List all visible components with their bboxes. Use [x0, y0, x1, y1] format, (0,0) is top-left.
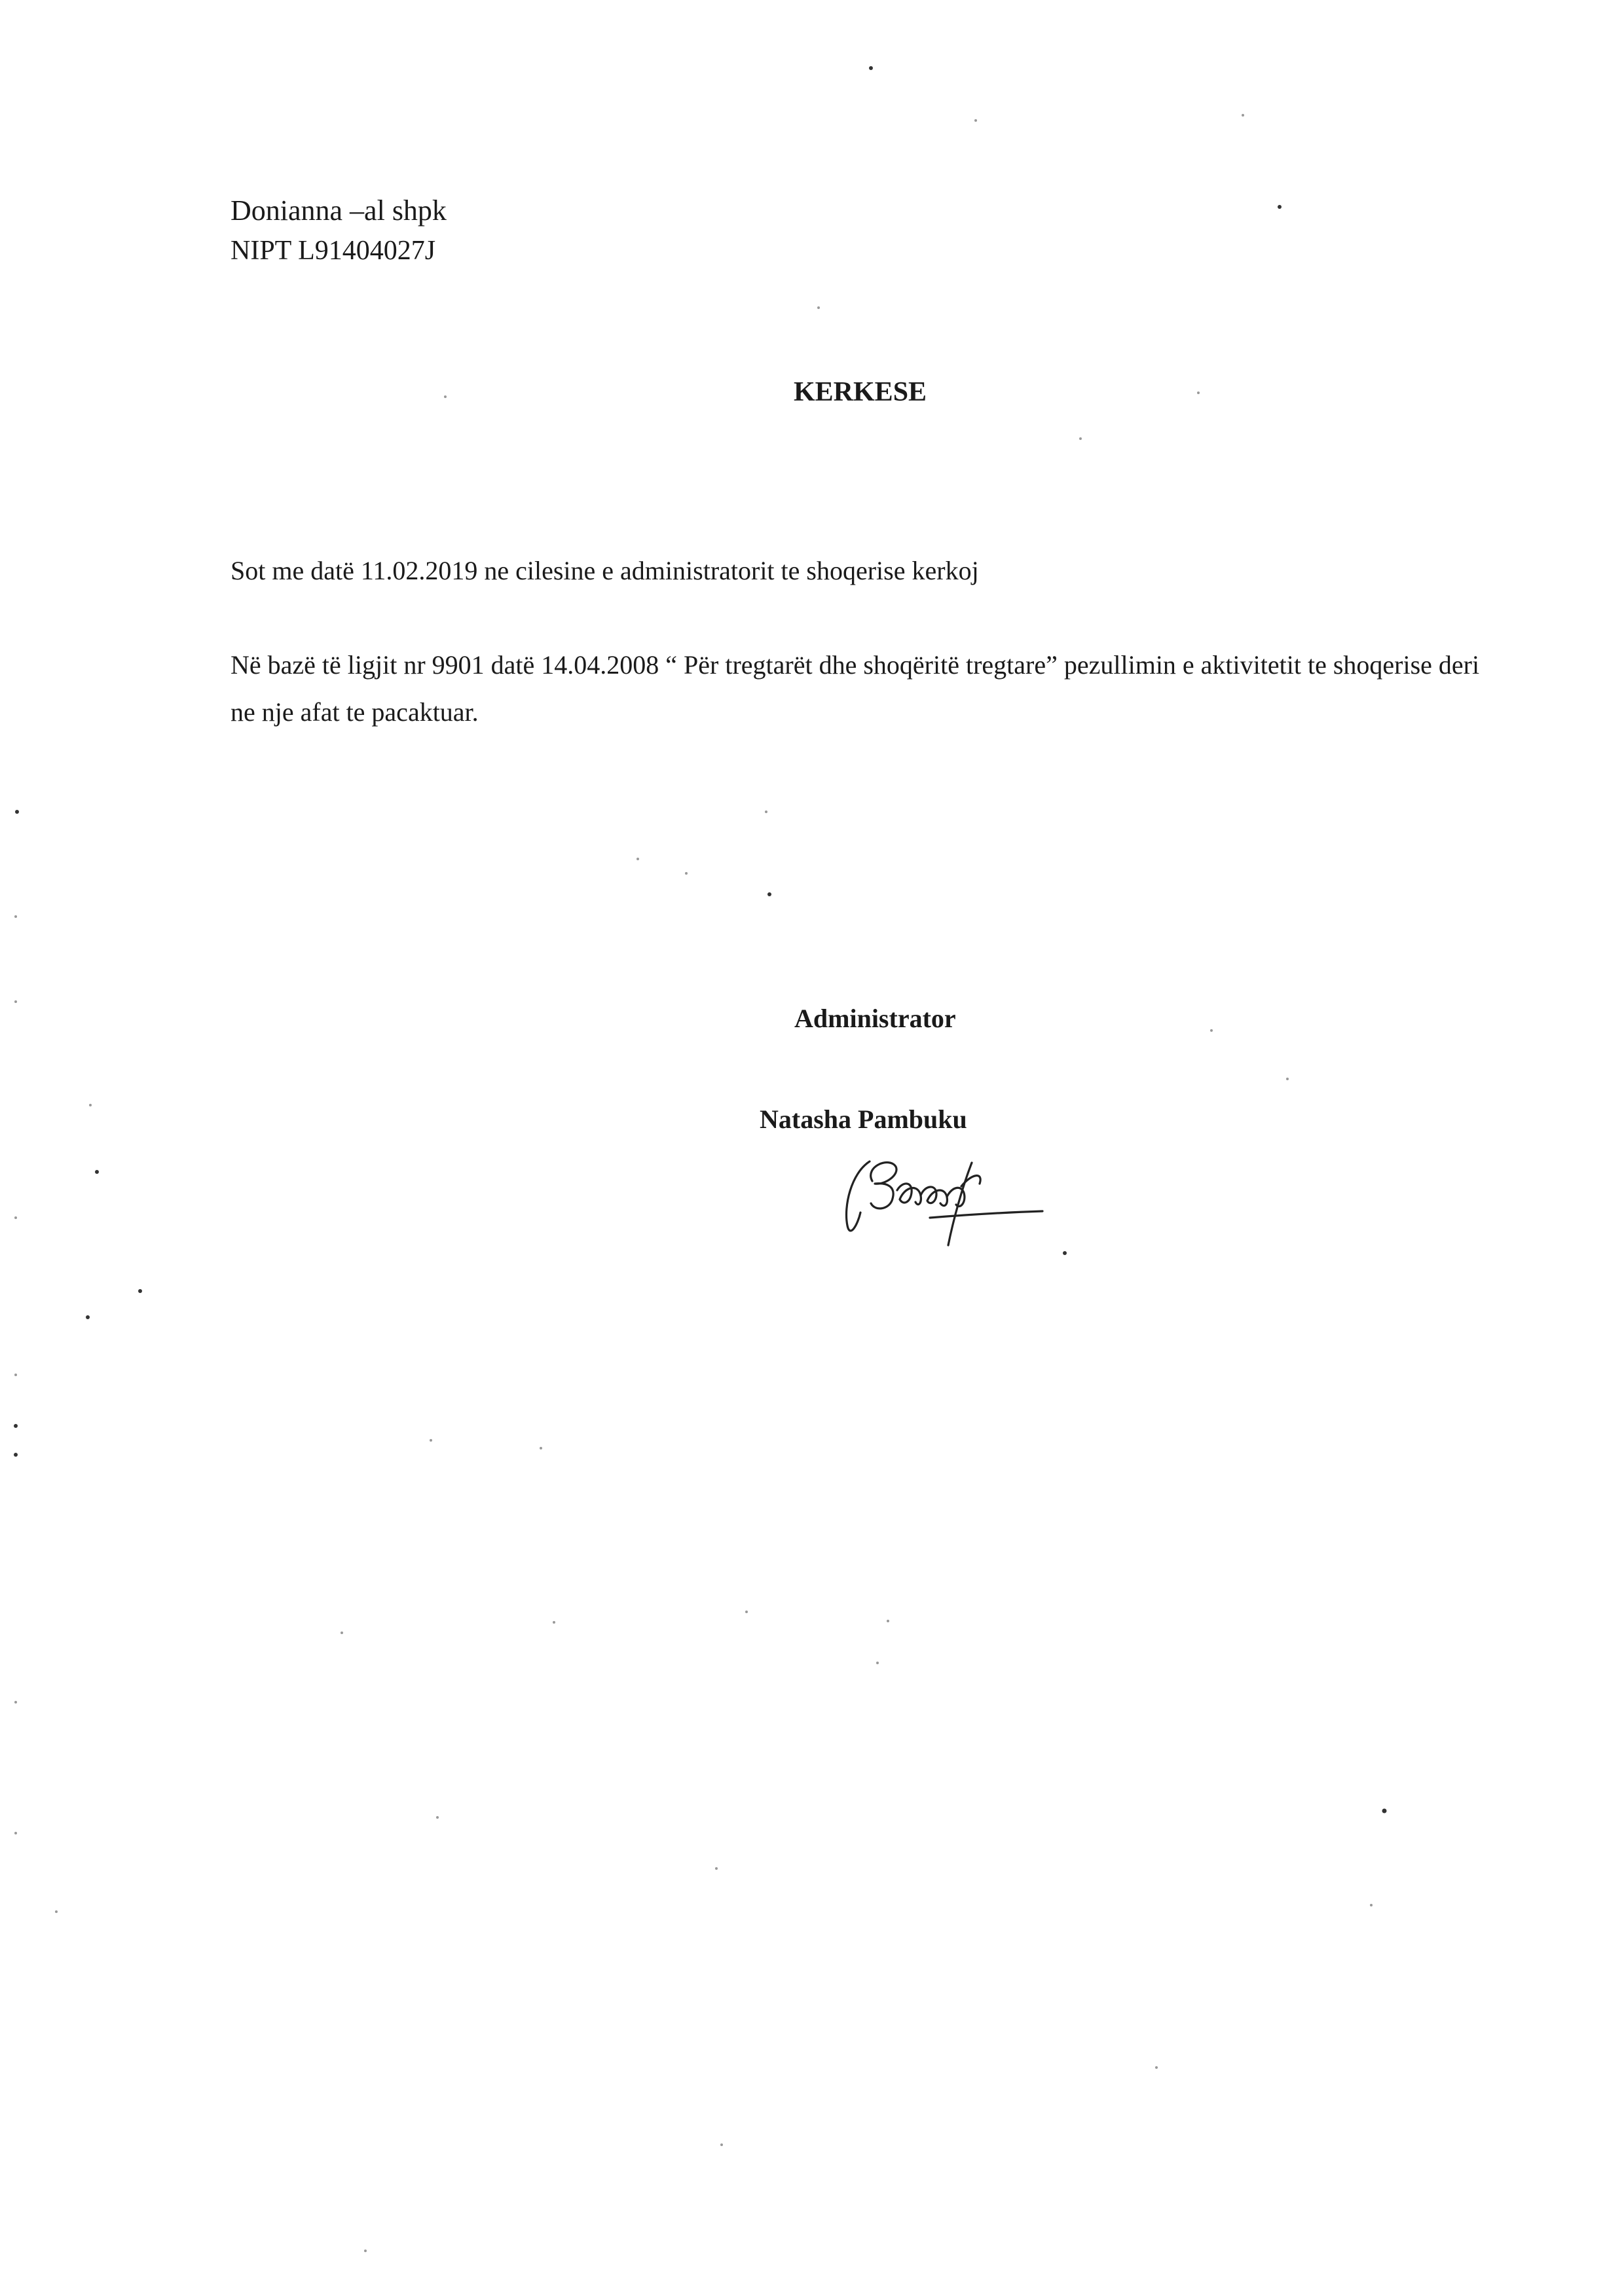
company-nipt: NIPT L91404027J [231, 236, 436, 266]
company-name: Donianna –al shpk [231, 194, 447, 227]
body-paragraph-2: Në bazë të ligjit nr 9901 datë 14.04.2008 “ Për tregtarët dhe shoqëritë tregtare” pezullimin e aktivitetit te shoqerise deri ne nje afat te pacaktuar. [231, 650, 1480, 727]
signatory-name: Natasha Pambuku [760, 1104, 967, 1134]
signatory-role: Administrator [794, 1004, 956, 1033]
document-title: KERKESE [794, 377, 927, 407]
body-paragraph-1: Sot me datë 11.02.2019 ne cilesine e administratorit te shoqerise kerkoj [231, 556, 979, 585]
handwritten-signature [832, 1147, 1048, 1258]
